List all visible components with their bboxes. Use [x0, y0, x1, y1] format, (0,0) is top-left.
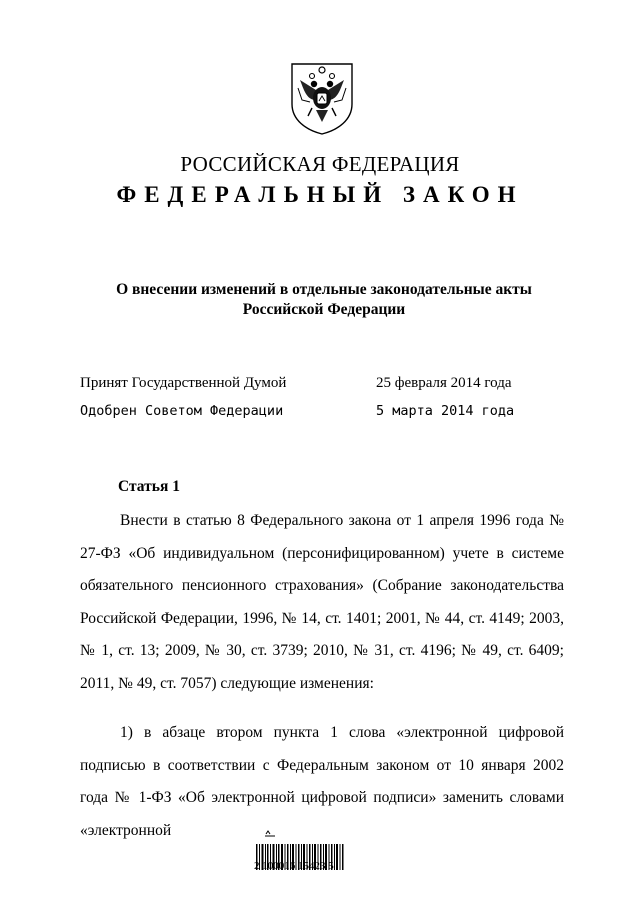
approved-date: 5 марта 2014 года — [376, 403, 515, 419]
barcode-number: 2 100016 15423 5 — [254, 860, 334, 872]
law-title — [100, 280, 548, 320]
article-paragraph-1: Внести в статью 8 Федерального закона от 1 апреля 1996 года № 27-ФЗ «Об индивидуальном (персонифицированном) учете в системе обязательного пенсионного страхования» (Собрание законодательства Российской Федерации, 1996, № 14, ст. 1401; 2001, № 44, ст. 4149; 2003, № 1, ст. 13; 2009, № 30, ст. 3739; 2010, № 31, ст. 4196; № 49, ст. 6409; 2011, № 49, ст. 7057) следующие изменения: — [80, 512, 564, 692]
coat-of-arms-icon — [288, 60, 356, 136]
adoption-row-council — [0, 403, 640, 423]
law-title-line-1: О внесении изменений в отдельные законодательные акты — [116, 281, 532, 298]
article-heading: Статья 1 — [118, 478, 180, 495]
document-type: ФЕДЕРАЛЬНЫЙ ЗАКОН — [116, 182, 524, 207]
country-name: РОССИЙСКАЯ ФЕДЕРАЦИЯ — [180, 152, 460, 176]
adopted-label: Принят Государственной Думой — [80, 375, 287, 391]
adopted-date: 25 февраля 2014 года — [376, 375, 512, 391]
adoption-row-duma — [0, 375, 640, 395]
law-title-line-2: Российской Федерации — [242, 301, 406, 318]
approved-label: Одобрен Советом Федерации — [80, 403, 284, 419]
article-paragraph-2: 1) в абзаце втором пункта 1 слова «электронной цифровой подписью в соответствии с Федеральным законом от 10 января 2002 года № 1-ФЗ «Об электронной цифровой подписи» заменить словами «электронной — [80, 724, 564, 839]
